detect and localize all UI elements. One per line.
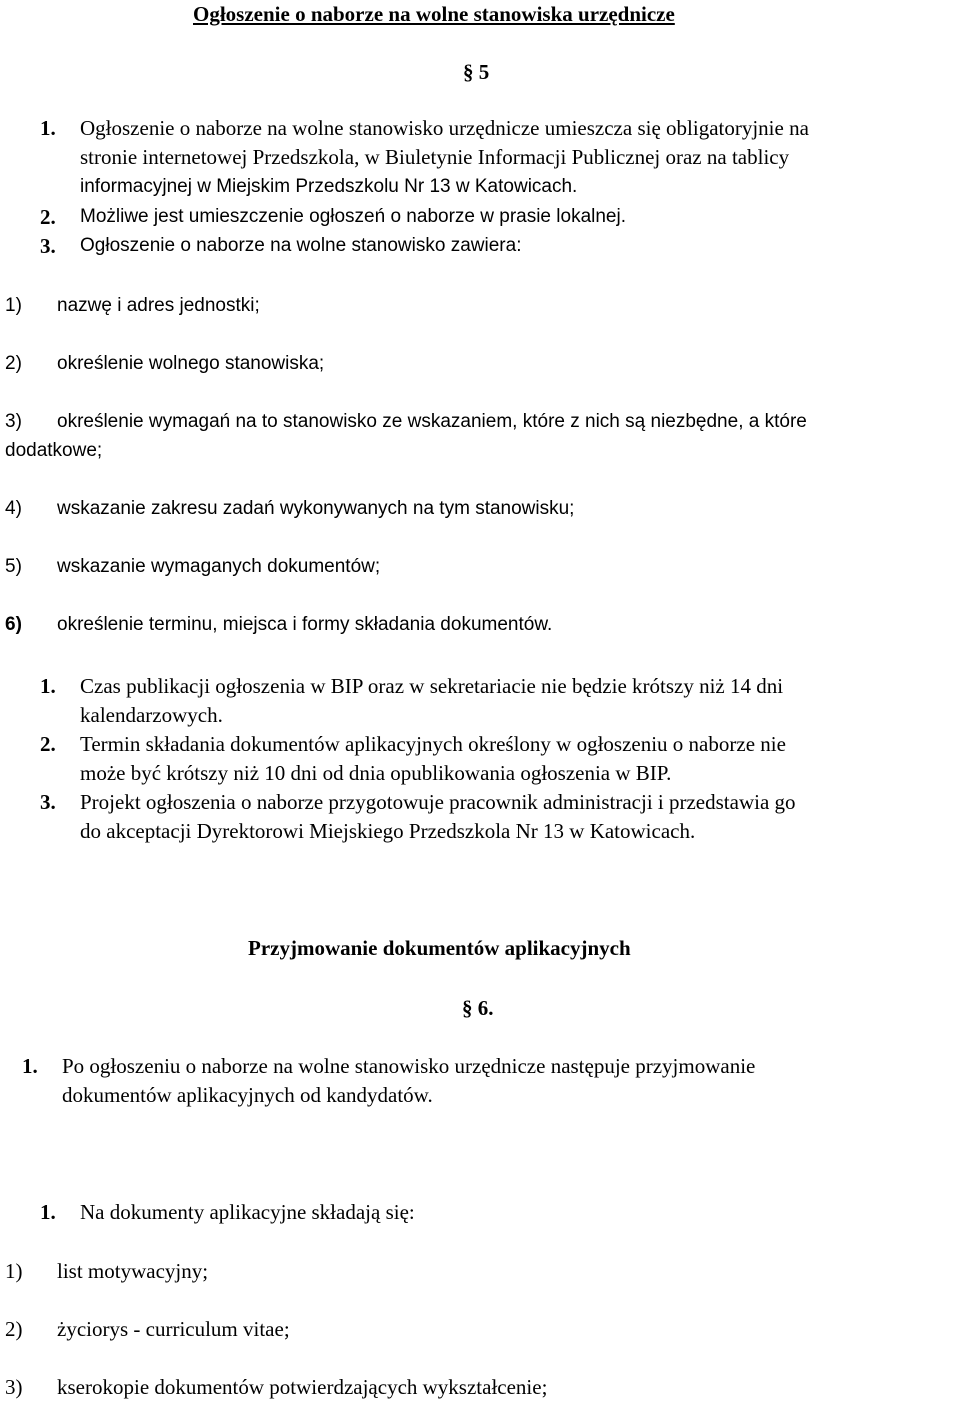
list-item-text: życiorys - curriculum vitae;: [57, 1317, 290, 1341]
section-heading: Przyjmowanie dokumentów aplikacyjnych: [248, 936, 631, 960]
pub-line-2: kalendarzowych.: [80, 703, 223, 727]
pub-number: 1.: [40, 674, 56, 698]
list-item: [5, 556, 380, 578]
list-item-number: 1): [5, 1259, 23, 1283]
pub-line-2: może być krótszy niż 10 dni od dnia opublikowania ogłoszenia w BIP.: [80, 761, 672, 785]
s5-p1-line-1: Ogłoszenie o naborze na wolne stanowisko urzędnicze umieszcza się obligatoryjnie na: [80, 116, 809, 140]
s5-p1-number: 1.: [40, 116, 56, 140]
document-title: Ogłoszenie o naborze na wolne stanowiska urzędnicze: [193, 2, 675, 26]
list-item-text: list motywacyjny;: [57, 1259, 209, 1283]
s6-p1-line-1: Po ogłoszeniu o naborze na wolne stanowisko urzędnicze następuje przyjmowanie: [62, 1054, 756, 1078]
list-item: [5, 614, 552, 636]
list-item-number: 2): [5, 353, 22, 374]
list-item-text: określenie terminu, miejsca i formy składania dokumentów.: [57, 614, 553, 635]
pub-line-1: Czas publikacji ogłoszenia w BIP oraz w sekretariacie nie będzie krótszy niż 14 dni: [80, 674, 784, 698]
section-6-heading: § 6.: [462, 996, 494, 1020]
s5-p2-number: 2.: [40, 205, 56, 229]
list-item: [5, 411, 807, 433]
s6-p1-line-2: dokumentów aplikacyjnych od kandydatów.: [62, 1083, 433, 1107]
pub-line-1: Projekt ogłoszenia o naborze przygotowuje pracownik administracji i przedstawia go: [80, 790, 796, 814]
s6-p1-number: 1.: [22, 1054, 38, 1078]
list-item-number: 3): [5, 1375, 23, 1399]
pub-line-1: Termin składania dokumentów aplikacyjnych określony w ogłoszeniu o naborze nie: [80, 732, 786, 756]
s5-p3-number: 3.: [40, 234, 56, 258]
s5-p3-text: Ogłoszenie o naborze na wolne stanowisko zawiera:: [80, 235, 522, 256]
pub-number: 3.: [40, 790, 56, 814]
list-item-text: wskazanie wymaganych dokumentów;: [57, 556, 381, 577]
list-item-text: określenie wolnego stanowiska;: [57, 353, 325, 374]
list-item-text: określenie wymagań na to stanowisko ze wskazaniem, które z nich są niezbędne, a które: [57, 411, 807, 432]
list-item-number: 4): [5, 498, 22, 519]
list-item-number: 2): [5, 1317, 23, 1341]
list-item-number: 6): [5, 614, 22, 635]
list-item-continuation: dodatkowe;: [5, 440, 103, 461]
list-item: [5, 353, 324, 375]
section-5-heading: § 5: [463, 60, 490, 84]
s5-p1-line-3: informacyjnej w Miejskim Przedszkolu Nr 13 w Katowicach.: [80, 176, 578, 197]
list-item: [5, 295, 260, 317]
list-item-number: 3): [5, 411, 22, 432]
s6-p2-text: Na dokumenty aplikacyjne składają się:: [80, 1200, 415, 1224]
s6-p2-number: 1.: [40, 1200, 56, 1224]
list-item-text: wskazanie zakresu zadań wykonywanych na tym stanowisku;: [57, 498, 575, 519]
pub-number: 2.: [40, 732, 56, 756]
list-item: [5, 1317, 290, 1342]
s5-p2-text: Możliwe jest umieszczenie ogłoszeń o naborze w prasie lokalnej.: [80, 206, 626, 227]
pub-line-2: do akceptacji Dyrektorowi Miejskiego Przedszkola Nr 13 w Katowicach.: [80, 819, 696, 843]
list-item-number: 5): [5, 556, 22, 577]
list-item: [5, 498, 574, 520]
list-item: [5, 1259, 208, 1284]
list-item-number: 1): [5, 295, 22, 316]
s5-p1-line-2: stronie internetowej Przedszkola, w Biuletynie Informacji Publicznej oraz na tablicy: [80, 145, 790, 169]
list-item: [5, 1375, 547, 1400]
list-item-text: nazwę i adres jednostki;: [57, 295, 260, 316]
list-item-text: kserokopie dokumentów potwierdzających wykształcenie;: [57, 1375, 548, 1399]
